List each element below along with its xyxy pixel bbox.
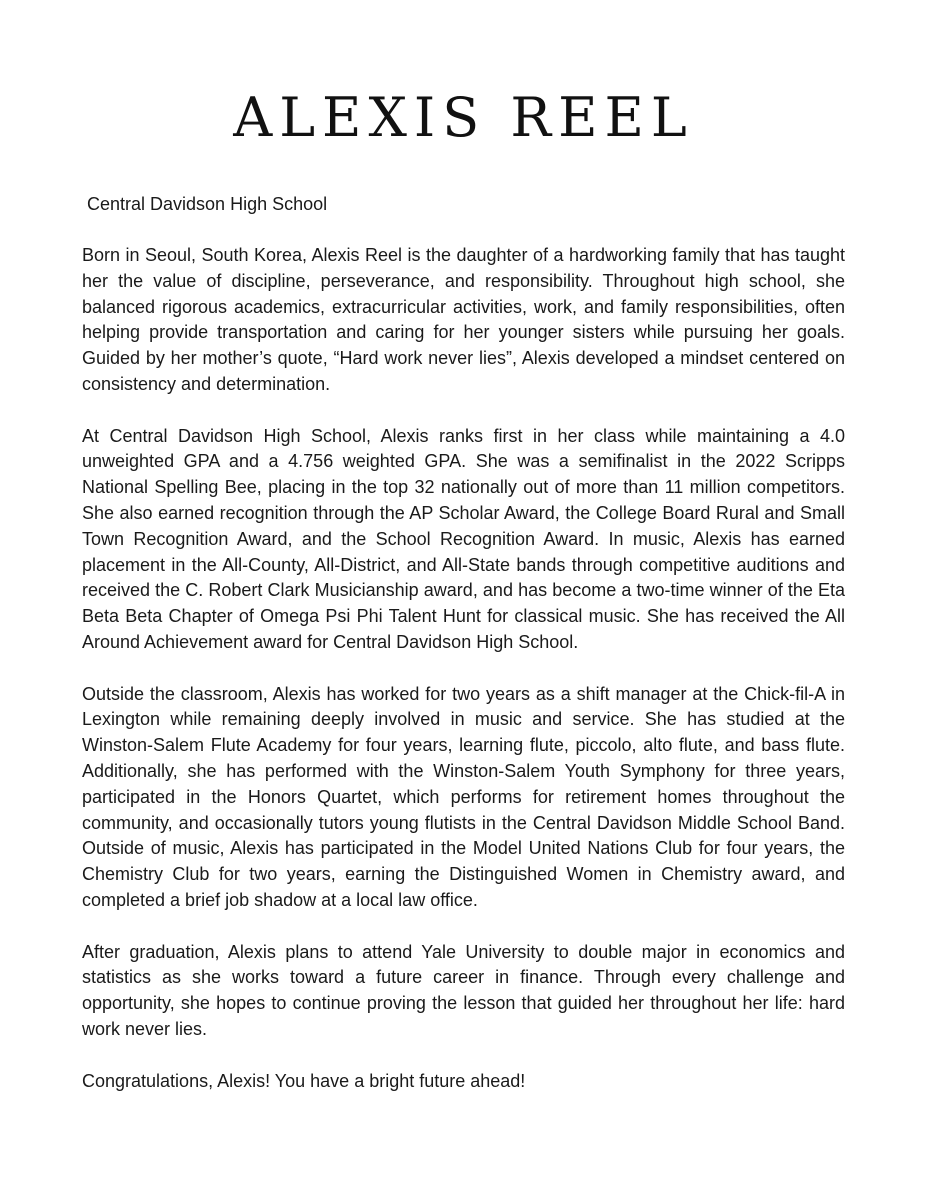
paragraph-congratulations: Congratulations, Alexis! You have a bright future ahead! xyxy=(82,1070,526,1091)
school-name: Central Davidson High School xyxy=(87,194,328,214)
paragraph-background: Born in Seoul, South Korea, Alexis Reel is the daughter of a hardworking family that has taught her the value of discipline, perseverance, and responsibility. Throughout high school, she balanced rigorous academics, extracurricular activities, work, and family responsibilities, often helping provide transportation and caring for her younger sisters while pursuing her goals. Guided by her mother’s quote, “Hard work never lies”, Alexis developed a mindset centered on consistency and determination. xyxy=(82,245,845,394)
paragraph-activities: Outside the classroom, Alexis has worked for two years as a shift manager at the Chick-fil-A in Lexington while remaining deeply involved in music and service. She has studied at the Winston-Salem Flute Academy for four years, learning flute, piccolo, alto flute, and bass flute. Additionally, she has performed with the Winston-Salem Youth Symphony for three years, participated in the Honors Quartet, which performs for retirement homes throughout the community, and occasionally tutors young flutists in the Central Davidson Middle School Band. Outside of music, Alexis has participated in the Model United Nations Club for four years, the Chemistry Club for two years, earning the Distinguished Women in Chemistry award, and completed a brief job shadow at a local law office. xyxy=(82,683,845,910)
paragraph-academics: At Central Davidson High School, Alexis ranks first in her class while maintaining a 4.0 unweighted GPA and a 4.756 weighted GPA. She was a semifinalist in the 2022 Scripps National Spelling Bee, placing in the top 32 nationally out of more than 11 million competitors. She also earned recognition through the AP Scholar Award, the College Board Rural and Small Town Recognition Award, and the School Recognition Award. In music, Alexis has earned placement in the All-County, All-District, and All-State bands through competitive auditions and received the C. Robert Clark Musicianship award, and has become a two-time winner of the Eta Beta Beta Chapter of Omega Psi Phi Talent Hunt for classical music. She has received the All Around Achievement award for Central Davidson High School. xyxy=(82,425,845,652)
biography-body xyxy=(82,243,845,1094)
page-title: ALEXIS REEL xyxy=(233,86,694,149)
paragraph-future-plans: After graduation, Alexis plans to attend Yale University to double major in economics and statistics as she works toward a future career in finance. Through every challenge and opportunity, she hopes to continue proving the lesson that guided her throughout her life: hard work never lies. xyxy=(82,941,845,1039)
